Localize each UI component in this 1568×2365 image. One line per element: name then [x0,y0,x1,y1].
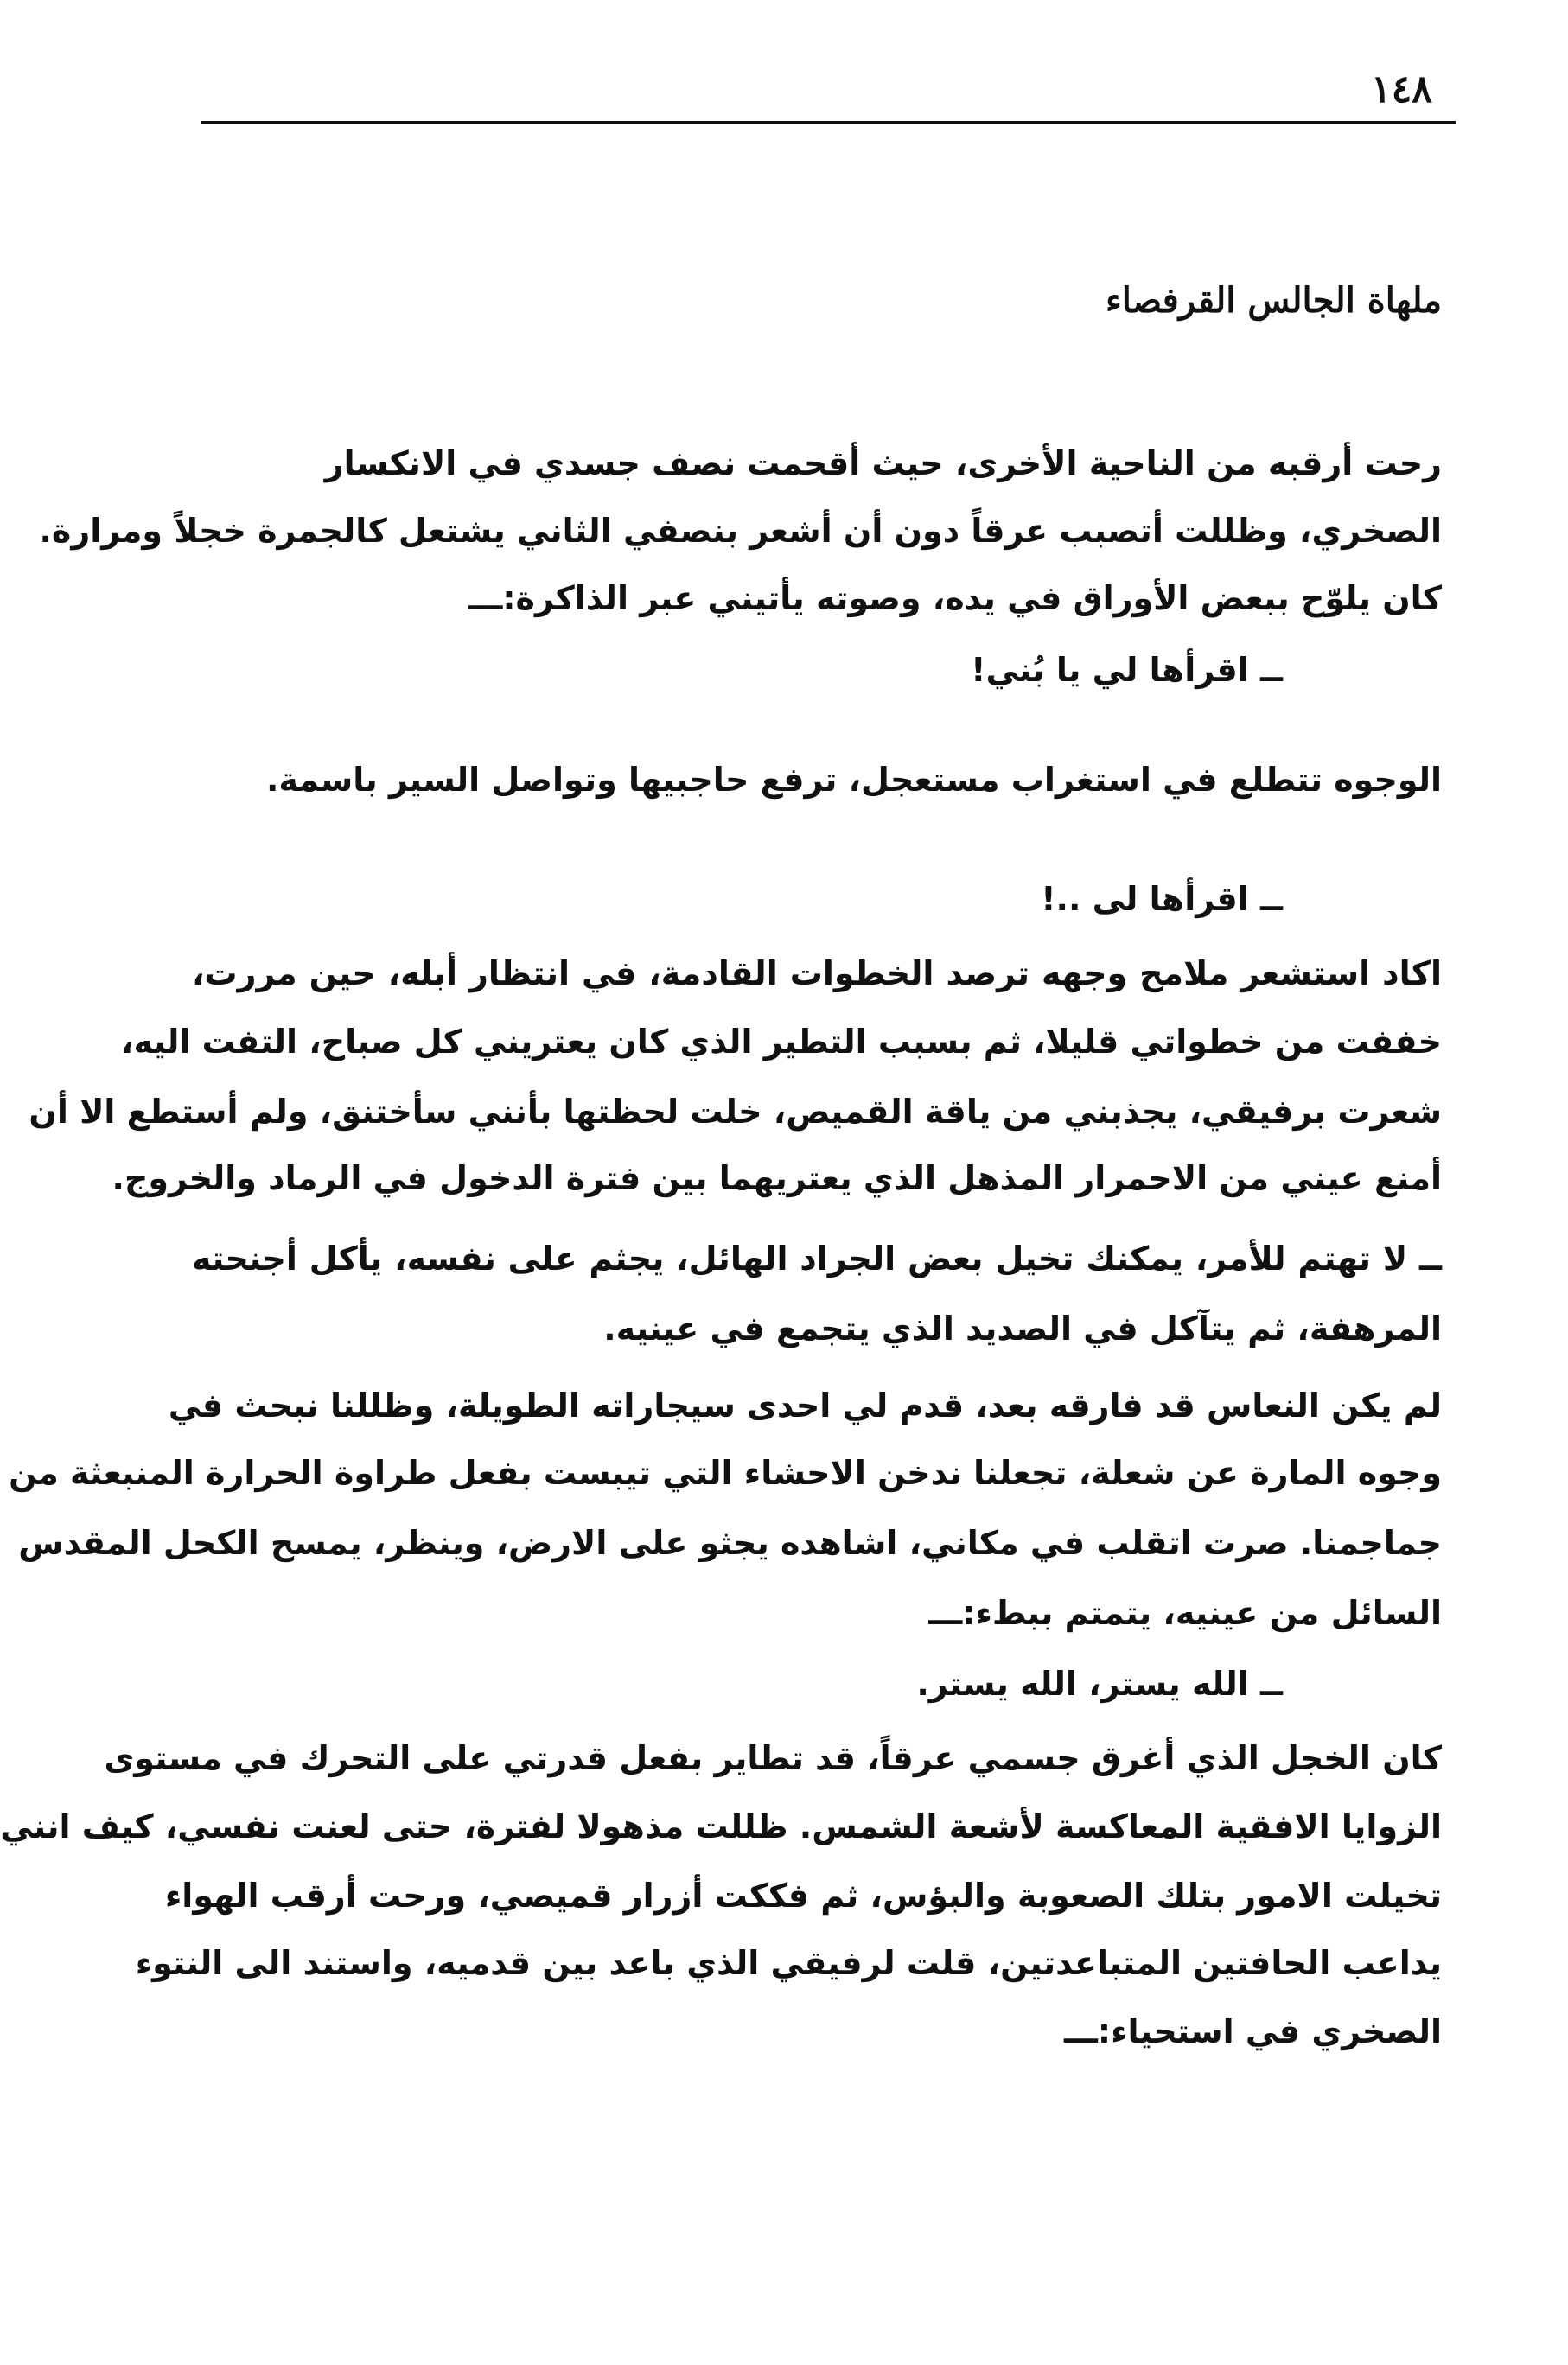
text-line: خففت من خطواتي قليلا، ثم بسبب التطير الذي كان يعتريني كل صباح، التفت اليه، [121,1023,1442,1061]
running-title: ملهاة الجالس القرفصاء [1105,280,1442,321]
header-rule [201,121,1456,124]
text-line: الوجوه تتطلع في استغراب مستعجل، ترفع حاجبيها وتواصل السير باسمة. [265,761,1442,799]
text-line: المرهفة، ثم يتآكل في الصديد الذي يتجمع في عينيه. [603,1310,1442,1348]
text-line: جماجمنا. صرت اتقلب في مكاني، اشاهده يجثو على الارض، وينظر، يمسح الكحل المقدس [18,1524,1442,1562]
text-line: ــ اقرأها لي يا بُني! [971,651,1283,689]
text-line: وجوه المارة عن شعلة، تجعلنا ندخن الاحشاء التي تيبست بفعل طراوة الحرارة المنبعثة من [9,1454,1442,1492]
text-line: ــ لا تهتم للأمر، يمكنك تخيل بعض الجراد الهائل، يجثم على نفسه، يأكل أجنحته [192,1240,1442,1278]
text-line: ــ الله يستر، الله يستر. [916,1665,1283,1703]
text-line: الزوايا الافقية المعاكسة لأشعة الشمس. ظللت مذهولا لفترة، حتى لعنت نفسي، كيف انني [0,1807,1442,1845]
text-line: اكاد استشعر ملامح وجهه ترصد الخطوات القادمة، في انتظار أبله، حين مررت، [192,954,1442,992]
text-line: تخيلت الامور بتلك الصعوبة والبؤس، ثم فككت أزرار قميصي، ورحت أرقب الهواء [164,1877,1442,1915]
text-line: شعرت برفيقي، يجذبني من ياقة القميص، خلت لحظتها بأنني سأختنق، ولم أستطع الا أن [29,1093,1442,1131]
text-line: الصخري في استحياء:ـــ [1063,2012,1442,2050]
text-line: رحت أرقبه من الناحية الأخرى، حيث أقحمت نصف جسدي في الانكسار [324,444,1442,482]
text-line: لم يكن النعاس قد فارقه بعد، قدم لي احدى سيجاراته الطويلة، وظللنا نبحث في [168,1386,1442,1425]
text-line: كان يلوّح ببعض الأوراق في يده، وصوته يأتيني عبر الذاكرة:ـــ [468,579,1442,617]
page-number: ١٤٨ [1371,67,1432,112]
text-line: الصخري، وظللت أتصبب عرقاً دون أن أشعر بنصفي الثاني يشتعل كالجمرة خجلاً ومرارة. [39,512,1442,550]
text-line: السائل من عينيه، يتمتم ببطء:ـــ [928,1594,1442,1632]
text-line: يداعب الحافتين المتباعدتين، قلت لرفيقي الذي باعد بين قدميه، واستند الى النتوء [135,1944,1442,1982]
text-line: كان الخجل الذي أغرق جسمي عرقاً، قد تطاير بفعل قدرتي على التحرك في مستوى [104,1739,1442,1777]
text-line: أمنع عيني من الاحمرار المذهل الذي يعتريهما بين فترة الدخول في الرماد والخروج. [112,1159,1442,1197]
text-line: ــ اقرأها لى ..! [1041,880,1283,918]
